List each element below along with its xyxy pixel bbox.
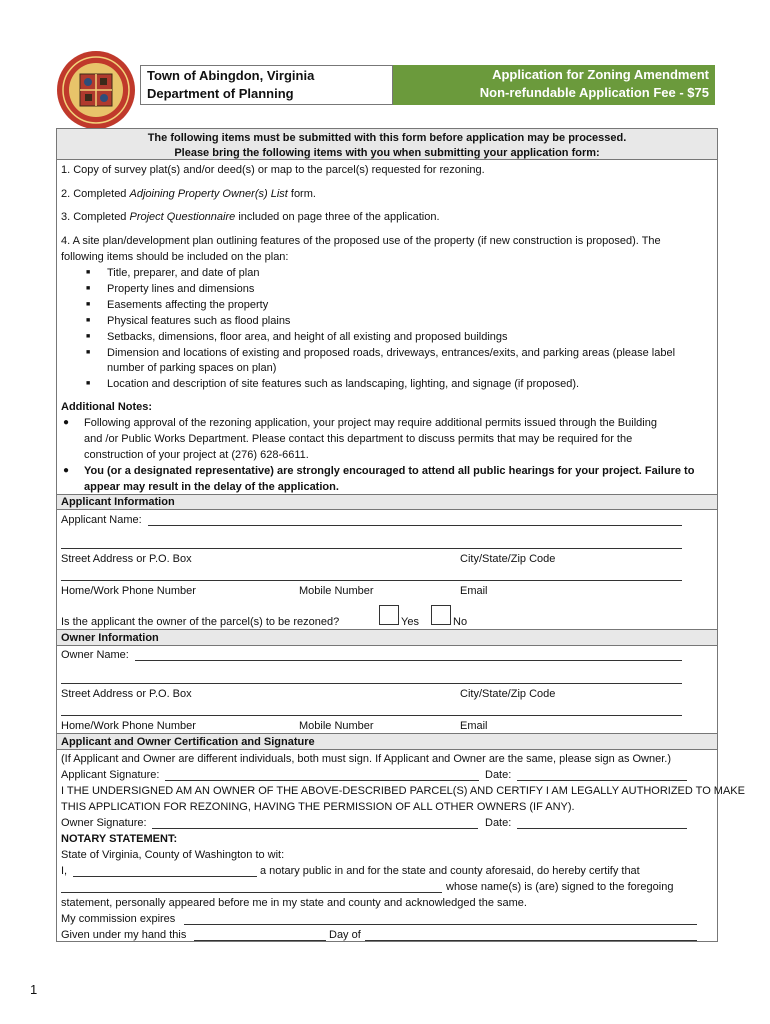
applicant-name-label: Applicant Name: (61, 514, 142, 526)
page-number: 1 (30, 982, 38, 997)
given-month-field[interactable] (365, 940, 697, 941)
bullet-square-icon: ■ (86, 333, 91, 340)
item-3: 3. Completed Project Questionnaire included on page three of the application. (61, 211, 440, 223)
applicant-section-title: Applicant Information (61, 496, 175, 508)
plan-item: Location and description of site features such as landscaping, lighting, and signage (if proposed). (107, 378, 580, 390)
applicant-date-field[interactable] (517, 780, 687, 781)
town-name: Town of Abingdon, Virginia (147, 68, 315, 83)
plan-item: Dimension and locations of existing and proposed roads, driveways, entrances/exits, and parking areas (please label (107, 347, 676, 359)
item-2: 2. Completed Adjoining Property Owner(s) List form. (61, 188, 316, 200)
applicant-date-label: Date: (485, 769, 512, 781)
notary-whose-text: whose name(s) is (are) signed to the foregoing (446, 881, 674, 893)
owner-question: Is the applicant the owner of the parcel(s) to be rezoned? (61, 616, 340, 628)
bullet-square-icon: ■ (86, 269, 91, 276)
no-checkbox[interactable] (431, 605, 451, 625)
signer-names-field[interactable] (61, 892, 442, 893)
plan-item: Property lines and dimensions (107, 283, 255, 295)
note-1-line1: Following approval of the rezoning application, your project may require additional permits issued through the Building (84, 417, 657, 429)
bullet-square-icon: ■ (86, 349, 91, 356)
town-seal-logo (56, 50, 136, 130)
yes-checkbox[interactable] (379, 605, 399, 625)
applicant-signature-label: Applicant Signature: (61, 769, 160, 781)
bullet-square-icon: ■ (86, 317, 91, 324)
owner-name-field-line2[interactable] (61, 683, 682, 684)
no-label: No (453, 616, 468, 628)
owner-street-label: Street Address or P.O. Box (61, 688, 192, 700)
notary-text: a notary public in and for the state and county aforesaid, do hereby certify that (260, 865, 640, 877)
applicant-signature-field[interactable] (165, 780, 479, 781)
instructions-line1: The following items must be submitted with this form before application may be processed. (147, 132, 627, 144)
plan-item: Easements affecting the property (107, 299, 269, 311)
instructions-line2: Please bring the following items with you when submitting your application form: (174, 147, 600, 159)
form-title: Application for Zoning Amendment (492, 67, 709, 82)
application-form (56, 128, 745, 942)
commission-expires-field[interactable] (184, 924, 697, 925)
owner-section-title: Owner Information (61, 632, 159, 644)
owner-signature-label: Owner Signature: (61, 817, 147, 829)
owner-phone-label: Home/Work Phone Number (61, 720, 196, 732)
applicant-name-field-line2[interactable] (61, 548, 682, 549)
applicant-city-label: City/State/Zip Code (460, 553, 556, 565)
notes-title: Additional Notes: (61, 401, 153, 413)
commission-label: My commission expires (61, 913, 176, 925)
bullet-dot-icon: ● (63, 417, 70, 428)
notary-title: NOTARY STATEMENT: (61, 833, 178, 845)
owner-signature-field[interactable] (152, 828, 478, 829)
certification-section-title: Applicant and Owner Certification and Signature (61, 736, 315, 748)
owner-email-label: Email (460, 720, 488, 732)
bullet-square-icon: ■ (86, 380, 91, 387)
owner-date-field[interactable] (517, 828, 687, 829)
owner-address-field[interactable] (61, 715, 682, 716)
department-name: Department of Planning (147, 86, 294, 101)
given-label: Given under my hand this (61, 929, 187, 941)
applicant-street-label: Street Address or P.O. Box (61, 553, 192, 565)
applicant-mobile-label: Mobile Number (299, 585, 374, 597)
plan-item: Setbacks, dimensions, floor area, and height of all existing and proposed buildings (107, 331, 508, 343)
day-of-label: Day of (329, 929, 361, 941)
applicant-name-field[interactable] (148, 525, 682, 526)
notary-state-line: State of Virginia, County of Washington to wit: (61, 849, 285, 861)
notary-statement-text: statement, personally appeared before me in my state and county and acknowledged the same. (61, 897, 527, 909)
header-town-box (140, 65, 393, 105)
note-2-line1: You (or a designated representative) are strongly encouraged to attend all public hearings for your project. Failure to (84, 465, 695, 477)
note-1-line3: construction of your project at (276) 628-6611. (84, 449, 309, 461)
plan-item: Title, preparer, and date of plan (107, 267, 260, 279)
owner-date-label: Date: (485, 817, 512, 829)
bullet-square-icon: ■ (86, 285, 91, 292)
header-title-box (393, 65, 715, 105)
notary-i-label: I, (61, 865, 68, 877)
owner-mobile-label: Mobile Number (299, 720, 374, 732)
certification-note: (If Applicant and Owner are different individuals, both must sign. If Applicant and Owner are the same, please sign as Owner.) (61, 753, 672, 765)
bullet-square-icon: ■ (86, 301, 91, 308)
plan-item: Physical features such as flood plains (107, 315, 291, 327)
item-4-line1: 4. A site plan/development plan outlining features of the proposed use of the property (if new construction is proposed). The (61, 235, 661, 247)
note-1-line2: and /or Public Works Department. Please contact this department to discuss permits that may be required for the (84, 433, 633, 445)
bullet-dot-icon: ● (63, 465, 70, 476)
yes-label: Yes (401, 616, 419, 628)
item-4-line2: following items should be included on the plan: (61, 251, 289, 263)
certification-statement-line2: THIS APPLICATION FOR REZONING, HAVING THE PERMISSION OF ALL OTHER OWNERS (IF ANY). (61, 801, 575, 813)
applicant-phone-label: Home/Work Phone Number (61, 585, 196, 597)
notary-name-field[interactable] (73, 876, 257, 877)
note-2-line2: appear may result in the delay of the application. (84, 481, 339, 493)
applicant-address-field[interactable] (61, 580, 682, 581)
owner-name-label: Owner Name: (61, 649, 129, 661)
application-fee: Non-refundable Application Fee - $75 (479, 85, 709, 100)
owner-name-field[interactable] (135, 660, 682, 661)
given-day-field[interactable] (194, 940, 326, 941)
certification-statement-line1: I THE UNDERSIGNED AM AN OWNER OF THE ABOVE-DESCRIBED PARCEL(S) AND CERTIFY I AM LEGALLY AUTHORIZED TO MAKE (61, 785, 745, 797)
plan-item: number of parking spaces on plan) (107, 362, 277, 374)
applicant-email-label: Email (460, 585, 488, 597)
item-1: 1. Copy of survey plat(s) and/or deed(s) or map to the parcel(s) requested for rezoning. (61, 164, 485, 176)
owner-city-label: City/State/Zip Code (460, 688, 556, 700)
